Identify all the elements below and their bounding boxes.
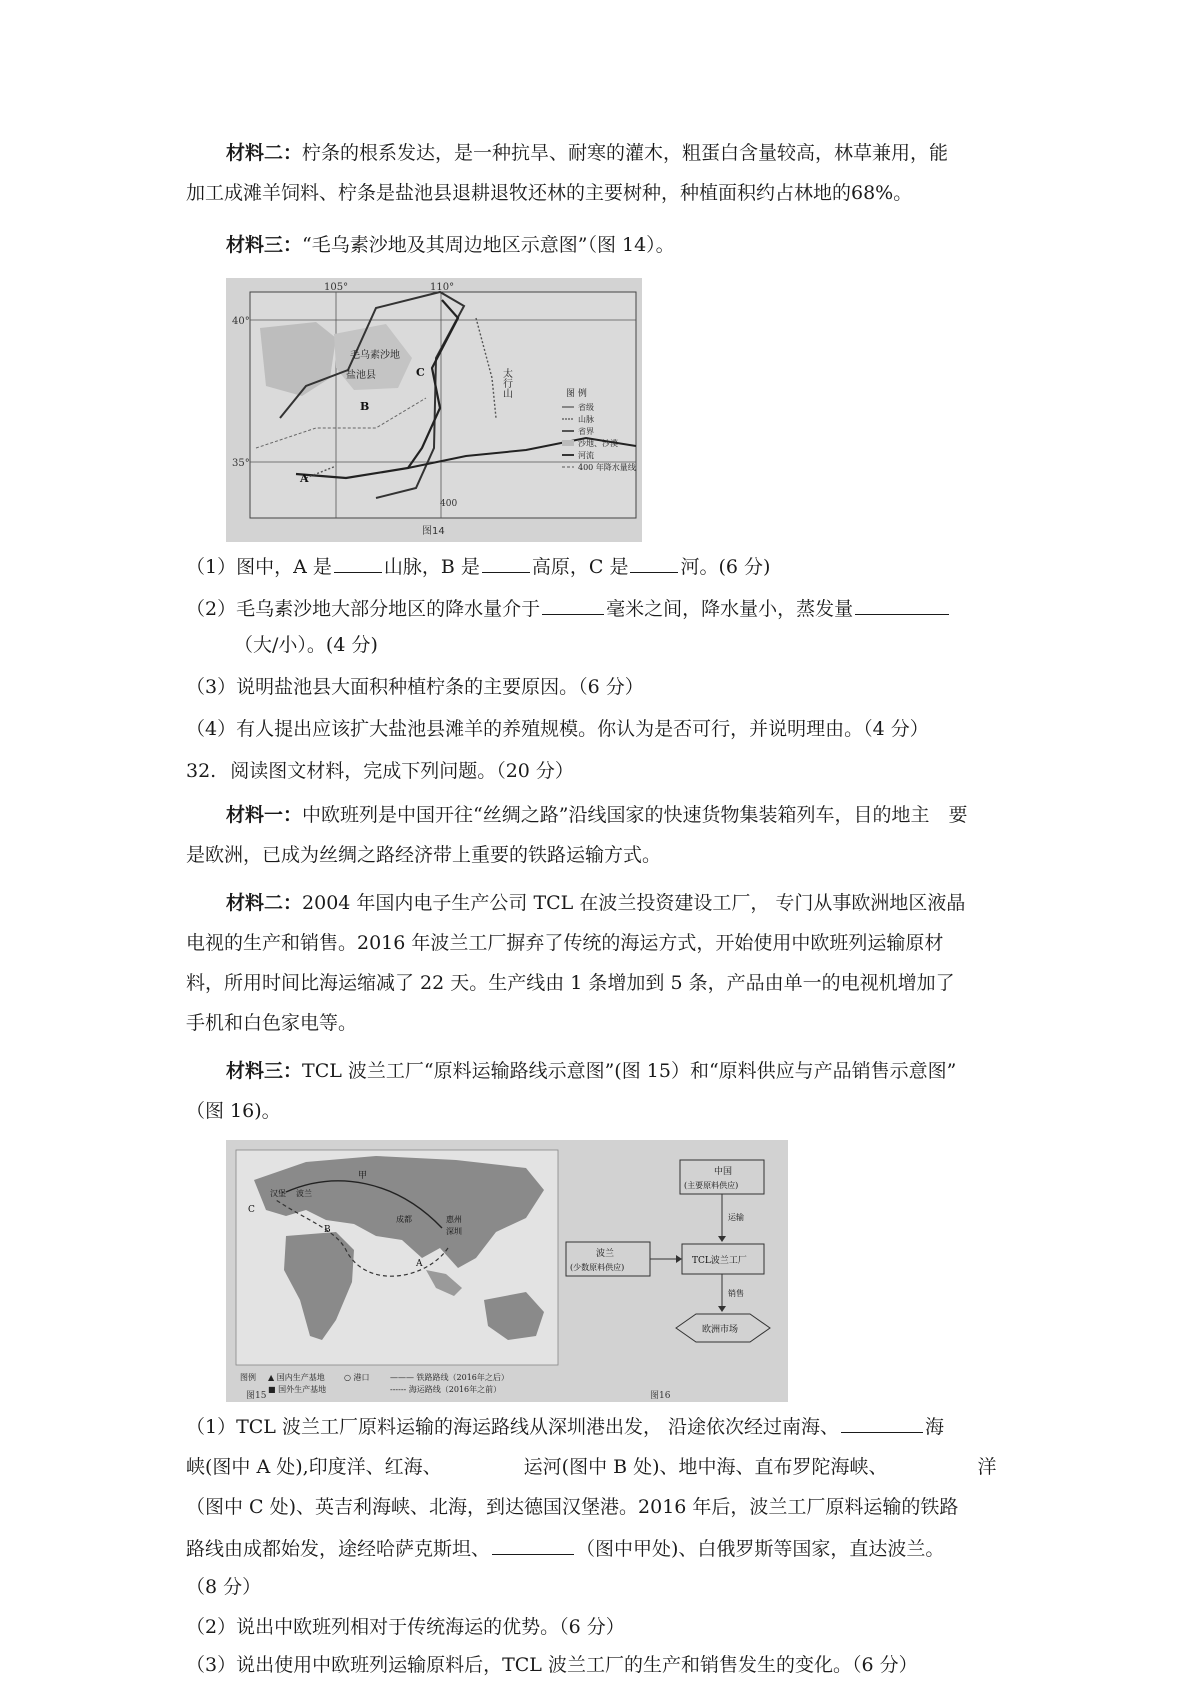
market-label: 欧洲市场 — [702, 1325, 739, 1335]
q31-question-3: （3）说明盐池县大面积种植柠条的主要原因。（6 分） — [186, 676, 644, 698]
q32-header: 32. 阅读图文材料，完成下列问题。（20 分） — [186, 760, 574, 782]
material-label: 材料一： — [226, 804, 303, 826]
poland-name: 波兰 — [596, 1249, 615, 1259]
legend-item: 400 年降水量线 — [578, 463, 636, 472]
q32-material3-line1: 材料三：TCL 波兰工厂“原料运输路线示意图”(图 15）和“原料供应与产品销售示意图” — [226, 1060, 957, 1082]
world-map-15 — [236, 1150, 558, 1365]
china-role: (主要原料供应) — [684, 1181, 739, 1190]
label-county: 盐池县 — [346, 370, 376, 381]
label-a: A — [300, 472, 309, 485]
legend-title: 图例 — [240, 1373, 256, 1382]
q32-material2-line2: 电视的生产和销售。2016 年波兰工厂摒弃了传统的海运方式，开始使用中欧班列运输原材 — [186, 932, 944, 954]
label-a: A — [416, 1259, 423, 1269]
answer-blank[interactable] — [630, 552, 678, 573]
question-number: （1） — [186, 1416, 237, 1438]
transport-label: 运输 — [728, 1213, 744, 1222]
q32-material2-line4: 手机和白色家电等。 — [186, 1012, 358, 1034]
figure-15-16 — [226, 1140, 788, 1402]
figure-caption: 图15 — [246, 1391, 267, 1401]
q31-material2-line1 — [226, 140, 948, 166]
q31-question-4: （4）有人提出应该扩大盐池县滩羊的养殖规模。你认为是否可行，并说明理由。（4 分） — [186, 718, 929, 740]
label-huizhou: 惠州 — [446, 1215, 462, 1224]
question-number: （2） — [186, 1616, 237, 1638]
answer-blank[interactable] — [492, 1534, 574, 1555]
question-number: （1） — [186, 556, 237, 578]
q32-question-1-line4: 路线由成都始发，途经哈萨克斯坦、 （图中甲处)、白俄罗斯等国家，直达波兰。 — [186, 1534, 944, 1562]
figures-svg — [226, 1140, 788, 1402]
q32-material2-line1: 材料二：2004 年国内电子生产公司 TCL 在波兰投资建设工厂， 专门从事欧洲地区液晶 — [226, 892, 966, 914]
material-text: “毛乌素沙地及其周边地区示意图”（图 14）。 — [302, 234, 675, 256]
legend-item: 河流 — [578, 451, 594, 460]
label-b: B — [324, 1225, 331, 1235]
question-number: （3） — [186, 676, 237, 698]
label-chengdu: 成都 — [396, 1215, 412, 1224]
material-text: 柠条的根系发达，是一种抗旱、耐寒的灌木，粗蛋白含量较高，林草兼用，能 — [302, 142, 949, 164]
answer-blank[interactable] — [855, 594, 949, 615]
label-jia: 甲 — [358, 1171, 368, 1181]
lat-label: 40° — [232, 316, 250, 327]
legend-item: ○ 港口 — [344, 1373, 370, 1382]
question-number: 32. — [186, 760, 217, 782]
q32-question-1-line5: （8 分） — [186, 1576, 262, 1598]
q31-question-1: （1）图中，A 是 山脉，B 是 高原，C 是 河。(6 分) — [186, 552, 770, 580]
map-14-svg — [226, 278, 642, 542]
q31-material3 — [226, 232, 675, 258]
label-taihang: 太行山 — [500, 368, 512, 398]
q31-question-2-line1: （2）毛乌素沙地大部分地区的降水量介于 毫米之间，降水量小，蒸发量 — [186, 594, 951, 622]
q31-question-2-line2: （大/小）。(4 分) — [234, 634, 378, 656]
legend-item: 省界 — [578, 427, 594, 436]
legend-item: ▲ 国内生产基地 — [268, 1373, 325, 1382]
label-c: C — [248, 1205, 255, 1215]
china-name: 中国 — [714, 1167, 733, 1177]
factory-label: TCL波兰工厂 — [692, 1256, 747, 1266]
q32-question-1-line2: 峡(图中 A 处),印度洋、红海、 运河(图中 B 处)、地中海、直布罗陀海峡、 洋 — [186, 1456, 997, 1478]
question-number: （4） — [186, 718, 237, 740]
isohyet-label: 400 — [440, 499, 458, 509]
label-desert: 毛乌素沙地 — [350, 350, 400, 361]
legend-item: ——— 铁路路线（2016年之后） — [390, 1373, 509, 1382]
label-c: C — [416, 366, 425, 379]
q32-material2-line3: 料，所用时间比海运缩减了 22 天。生产线由 1 条增加到 5 条，产品由单一的电视机增加了 — [186, 972, 955, 994]
legend-item: 山脉 — [578, 415, 594, 424]
sales-label: 销售 — [728, 1289, 744, 1298]
q32-material1-line2: 是欧洲，已成为丝绸之路经济带上重要的铁路运输方式。 — [186, 844, 662, 866]
label-shenzhen: 深圳 — [446, 1227, 462, 1236]
answer-blank[interactable] — [482, 552, 530, 573]
legend-item: 省级 — [578, 403, 594, 412]
answer-blank[interactable] — [841, 1412, 923, 1433]
question-number: （2） — [186, 598, 237, 620]
legend-item: 沙地、沙漠 — [578, 439, 618, 448]
legend-item: ------ 海运路线（2016年之前） — [390, 1385, 502, 1394]
label-hamburg: 汉堡 — [270, 1189, 286, 1198]
material-label: 材料三： — [226, 234, 303, 256]
material-label: 材料二： — [226, 892, 303, 914]
q32-question-3: （3）说出使用中欧班列运输原料后，TCL 波兰工厂的生产和销售发生的变化。（6 分） — [186, 1654, 918, 1676]
q31-material2-line2: 加工成滩羊饲料、柠条是盐池县退耕退牧还林的主要树种，种植面积约占林地的68%。 — [186, 182, 913, 204]
material-label: 材料三： — [226, 1060, 303, 1082]
figure-caption: 图14 — [422, 526, 445, 537]
legend-item: ■ 国外生产基地 — [268, 1385, 327, 1394]
q32-question-1-line3: （图中 C 处)、英吉利海峡、北海，到达德国汉堡港。2016 年后，波兰工厂原料运输的铁路 — [186, 1496, 959, 1518]
q32-material3-line2: （图 16)。 — [186, 1100, 281, 1122]
material-label: 材料二： — [226, 142, 303, 164]
question-number: （3） — [186, 1654, 237, 1676]
legend-title: 图 例 — [566, 389, 587, 399]
q32-question-1-line1: （1）TCL 波兰工厂原料运输的海运路线从深圳港出发， 沿途依次经过南海、 海 — [186, 1412, 944, 1440]
answer-blank[interactable] — [542, 594, 604, 615]
lon-label: 105° — [324, 282, 349, 293]
label-b: B — [360, 400, 370, 413]
figure-caption: 图16 — [650, 1391, 671, 1401]
label-poland: 波兰 — [296, 1189, 312, 1198]
map-figure-14 — [226, 278, 642, 542]
q32-question-2: （2）说出中欧班列相对于传统海运的优势。（6 分） — [186, 1616, 625, 1638]
q32-material1-line1: 材料一：中欧班列是中国开往“丝绸之路”沿线国家的快速货物集装箱列车，目的地主 要 — [226, 804, 968, 826]
lon-label: 110° — [430, 282, 455, 293]
answer-blank[interactable] — [334, 552, 382, 573]
lat-label: 35° — [232, 458, 250, 469]
poland-role: (少数原料供应) — [570, 1263, 625, 1272]
